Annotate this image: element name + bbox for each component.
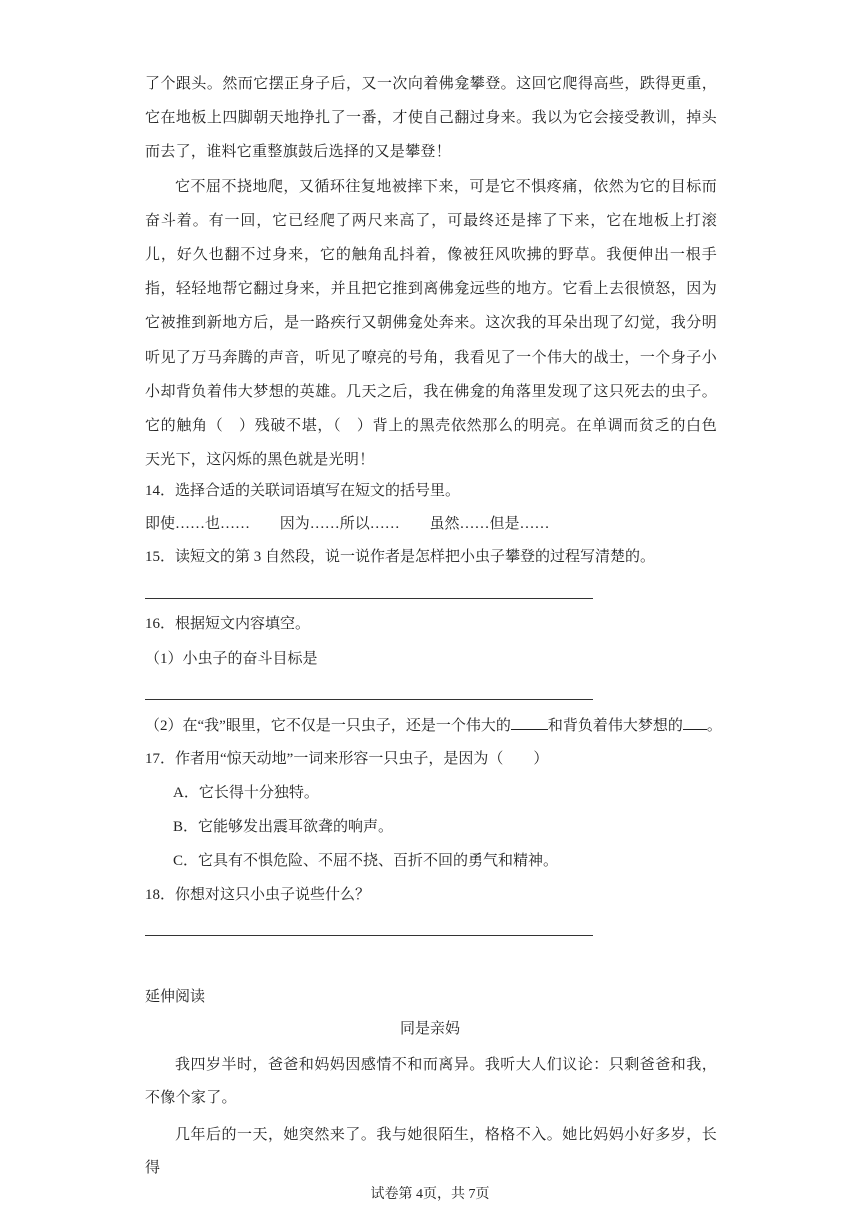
page-footer: 试卷第 4页，共 7页	[370, 1187, 490, 1202]
passage-paragraph-1: 了个跟头。然而它摆正身子后，又一次向着佛龛攀登。这回它爬得高些，跌得更重，它在地板上四脚朝天地挣扎了一番，才使自己翻过身来。我以为它会接受教训，掉头而去了，谁料它重整旗鼓后选择的又是攀登！	[145, 74, 717, 161]
option-c[interactable]: C．它具有不惧危险、不屈不挠、百折不回的勇气和精神。	[173, 853, 559, 869]
conjunction-options	[145, 513, 576, 535]
blank-warrior[interactable]	[511, 715, 548, 730]
option-b[interactable]: B．它能够发出震耳欲聋的响声。	[173, 819, 394, 835]
article-paragraph-2: 几年后的一天，她突然来了。我与她很陌生，格格不入。她比妈妈小好多岁，长得	[145, 1125, 717, 1176]
answer-line-16-1[interactable]	[145, 699, 593, 700]
question-16-sub-2-part-3: 。	[706, 718, 722, 734]
question-16-sub-2	[145, 715, 722, 737]
question-17: 17．作者用“惊天动地”一词来形容一只虫子，是因为（ ）	[145, 751, 549, 767]
question-14: 14．选择合适的关联词语填写在短文的括号里。	[145, 483, 461, 499]
question-16-sub-2-part-2: 和背负着伟大梦想的	[547, 718, 683, 734]
conjunction-option-3: 虽然……但是……	[429, 516, 550, 532]
blank-hero[interactable]	[683, 715, 707, 730]
section-label: 延伸阅读	[145, 989, 206, 1005]
reading-passage	[145, 66, 717, 476]
option-a[interactable]: A．它长得十分独特。	[173, 785, 319, 801]
answer-line-18[interactable]	[145, 935, 593, 936]
passage-paragraph-2: 它不屈不挠地爬，又循环往复地被摔下来，可是它不惧疼痛，依然为它的目标而奋斗着。有一回，它已经爬了两尺来高了，可最终还是摔了下来，它在地板上打滚儿，好久也翻不过身来，它的触角乱抖着，像被狂风吹拂的野草。我便伸出一根手指，轻轻地帮它翻过身来，并且把它推到离佛龛远些的地方。它看上去很愤怒，因为它被推到新地方后，是一路疾行又朝佛龛处奔来。这次我的耳朵出现了幻觉，我分明听见了万马奔腾的声音，听见了嘹亮的号角，我看见了一个伟大的战士，一个身子小小却背负着伟大梦想的英雄。几天之后，我在佛龛的角落里发现了这只死去的虫子。它的触角（ ）残破不堪，（ ）背上的黑壳依然那么的明亮。在单调而贫乏的白色天光下，这闪烁的黑色就是光明！	[145, 176, 717, 469]
article-title: 同是亲妈	[399, 1021, 460, 1037]
question-16-sub-2-part-1: （2）在“我”眼里，它不仅是一只虫子，还是一个伟大的	[145, 718, 511, 734]
question-18: 18．你想对这只小虫子说些什么？	[145, 887, 371, 903]
question-16-sub-1: （1）小虫子的奋斗目标是	[145, 651, 318, 667]
conjunction-option-1: 即使……也……	[145, 516, 251, 532]
question-15: 15．读短文的第 3 自然段，说一说作者是怎样把小虫子攀登的过程写清楚的。	[145, 549, 656, 565]
article-paragraph-1: 我四岁半时，爸爸和妈妈因感情不和而离异。我听大人们议论：只剩爸爸和我，不像个家了。	[145, 1055, 717, 1106]
conjunction-option-2: 因为……所以……	[279, 516, 400, 532]
question-16: 16．根据短文内容填空。	[145, 616, 311, 632]
answer-line-15[interactable]	[145, 598, 593, 599]
